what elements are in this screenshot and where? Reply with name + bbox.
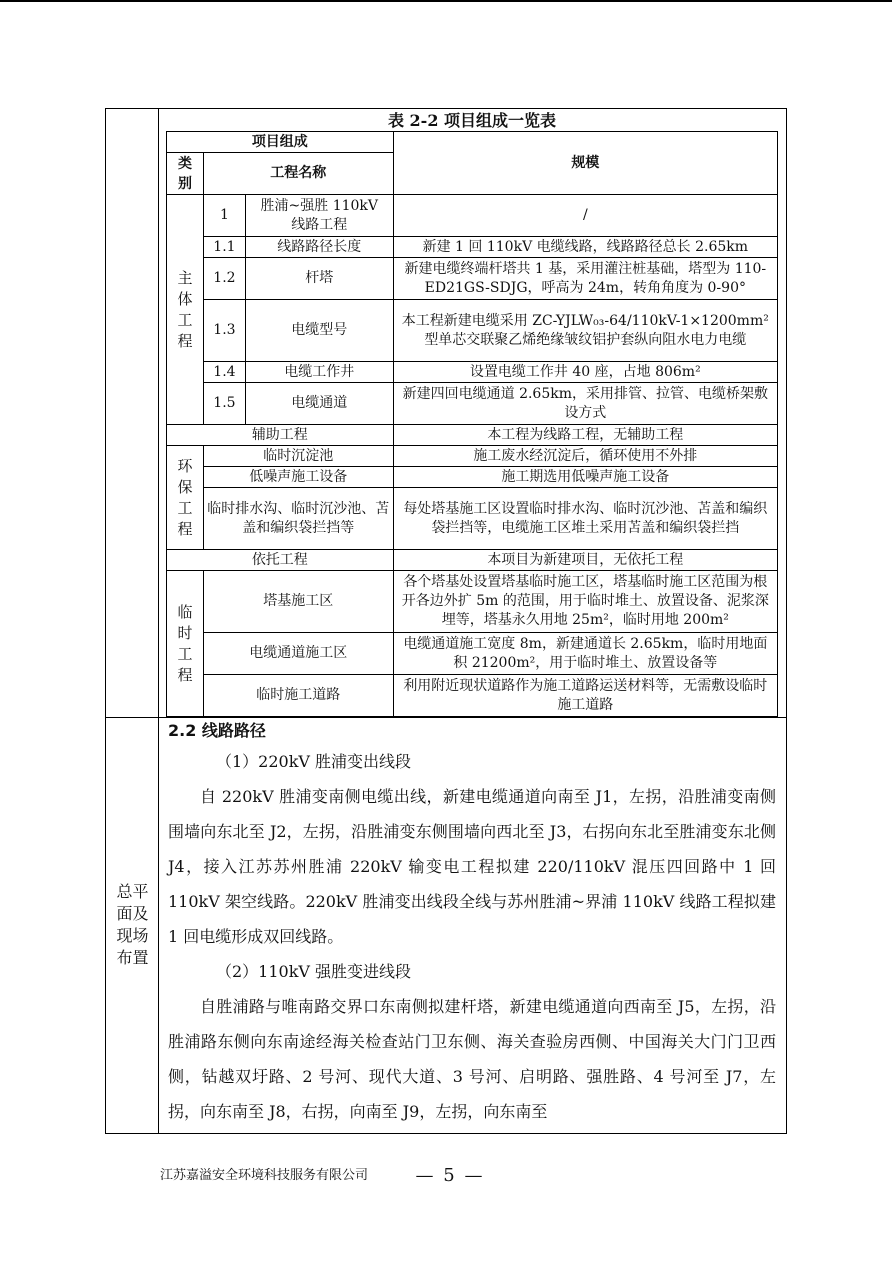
row-scale: 本项目为新建项目，无依托工程: [393, 550, 777, 571]
route-section: [168, 718, 776, 1129]
row-name: 胜浦~强胜 110kV 线路工程: [245, 195, 393, 237]
row-name: 辅助工程: [167, 425, 394, 446]
table-row: [167, 195, 778, 237]
row-name: 杆塔: [245, 258, 393, 300]
table-row: [167, 425, 778, 446]
paragraph: 自 220kV 胜浦变南侧电缆出线，新建电缆通道向南至 J1，左拐，沿胜浦变南侧围墙向东北至 J2，左拐，沿胜浦变东侧围墙向西北至 J3，右拐向东北至胜浦变东北侧 J4，接入江苏苏州胜浦 220kV 输变电工程拟建 220/110kV 混压四回路中 1 回 110kV 架空线路。220kV 胜浦变出线段全线与苏州胜浦~界浦 110kV 线路工程拟建 1 回电缆形成双回线路。: [168, 787, 776, 946]
header-scale: 规模: [393, 132, 777, 195]
outer-label-column: [106, 109, 159, 1133]
header-name: 工程名称: [203, 153, 393, 195]
section-heading: 2.2 线路路径: [168, 721, 266, 740]
row-name: 电缆型号: [245, 300, 393, 362]
table-row: [167, 446, 778, 467]
page-number: — 5 —: [415, 1165, 485, 1186]
row-scale: 施工废水经沉淀后，循环使用不外排: [393, 446, 777, 467]
category-temp: 临 时 工 程: [167, 571, 204, 717]
row-scale: 设置电缆工作井 40 座，占地 806m²: [393, 362, 777, 383]
row-scale: 施工期选用低噪声施工设备: [393, 467, 777, 488]
table-row: [167, 571, 778, 633]
table-row: [167, 675, 778, 717]
header-category: 类 别: [167, 153, 204, 195]
table-header-row: [167, 132, 778, 153]
row-name: 塔基施工区: [203, 571, 393, 633]
row-name: 依托工程: [167, 550, 394, 571]
paragraph: 自胜浦路与唯南路交界口东南侧拟建杆塔，新建电缆通道向西南至 J5，左拐，沿胜浦路东侧向东南途经海关检查站门卫东侧、海关查验房西侧、中国海关大门门卫西侧，钻越双圩路、2 号河、现代大道、3 号河、启明路、强胜路、4 号河至 J7，左拐，向东南至 J8，右拐，向南至 J9，左拐，向东南至: [168, 997, 776, 1121]
table-row: [167, 550, 778, 571]
row-name: 电缆通道施工区: [203, 633, 393, 675]
row-number: 1: [203, 195, 245, 237]
footer-company: 江苏嘉溢安全环境科技服务有限公司: [160, 1168, 369, 1183]
subsection-title: （2）110kV 强胜变进线段: [216, 962, 412, 981]
row-name: 电缆通道: [245, 383, 393, 425]
row-scale: 本工程新建电缆采用 ZC-YJLW₀₃-64/110kV-1×1200mm² 型单芯交联聚乙烯绝缘皱纹铝护套纵向阻水电力电缆: [393, 300, 777, 362]
section-label-layout: 总平 面及 现场 布置: [116, 882, 149, 967]
table-row: [167, 633, 778, 675]
row-name: 低噪声施工设备: [203, 467, 393, 488]
row-name: 临时排水沟、临时沉沙池、苫盖和编织袋拦挡等: [203, 488, 393, 550]
row-scale: 电缆通道施工宽度 8m，新建通道长 2.65km，临时用地面积 21200m²，用于临时堆土、放置设备等: [393, 633, 777, 675]
row-scale: /: [393, 195, 777, 237]
category-env: 环 保 工 程: [167, 446, 204, 550]
row-name: 电缆工作井: [245, 362, 393, 383]
row-scale: 利用附近现状道路作为施工道路运送材料等，无需敷设临时施工道路: [393, 675, 777, 717]
row-number: 1.4: [203, 362, 245, 383]
row-number: 1.5: [203, 383, 245, 425]
row-number: 1.2: [203, 258, 245, 300]
top-rule: [0, 0, 892, 2]
row-scale: 新建四回电缆通道 2.65km，采用排管、拉管、电缆桥架敷设方式: [393, 383, 777, 425]
subsection-title: （1）220kV 胜浦变出线段: [216, 752, 412, 771]
table-row: [167, 362, 778, 383]
table-row: [167, 300, 778, 362]
table-row: [167, 488, 778, 550]
row-scale: 每处塔基施工区设置临时排水沟、临时沉沙池、苫盖和编织袋拦挡等，电缆施工区堆土采用苫盖和编织袋拦挡: [393, 488, 777, 550]
row-scale: 本工程为线路工程，无辅助工程: [393, 425, 777, 446]
table-row: [167, 237, 778, 258]
row-scale: 新建 1 回 110kV 电缆线路，线路路径总长 2.65km: [393, 237, 777, 258]
row-scale: 新建电缆终端杆塔共 1 基，采用灌注桩基础，塔型为 110-ED21GS-SDJG，呼高为 24m，转角角度为 0-90°: [393, 258, 777, 300]
row-name: 线路路径长度: [245, 237, 393, 258]
row-number: 1.1: [203, 237, 245, 258]
table-row: [167, 383, 778, 425]
header-group: 项目组成: [167, 132, 394, 153]
row-number: 1.3: [203, 300, 245, 362]
category-main: 主 体 工 程: [167, 195, 204, 425]
row-name: 临时施工道路: [203, 675, 393, 717]
row-name: 临时沉淀池: [203, 446, 393, 467]
row-scale: 各个塔基处设置塔基临时施工区，塔基临时施工区范围为根开各边外扩 5m 的范围，用于临时堆土、放置设备、泥浆深埋等，塔基永久用地 25m²，临时用地 200m²: [393, 571, 777, 633]
table-caption: 表 2-2 项目组成一览表: [387, 111, 557, 130]
project-composition-table: [166, 131, 778, 717]
table-row: [167, 467, 778, 488]
table-row: [167, 258, 778, 300]
